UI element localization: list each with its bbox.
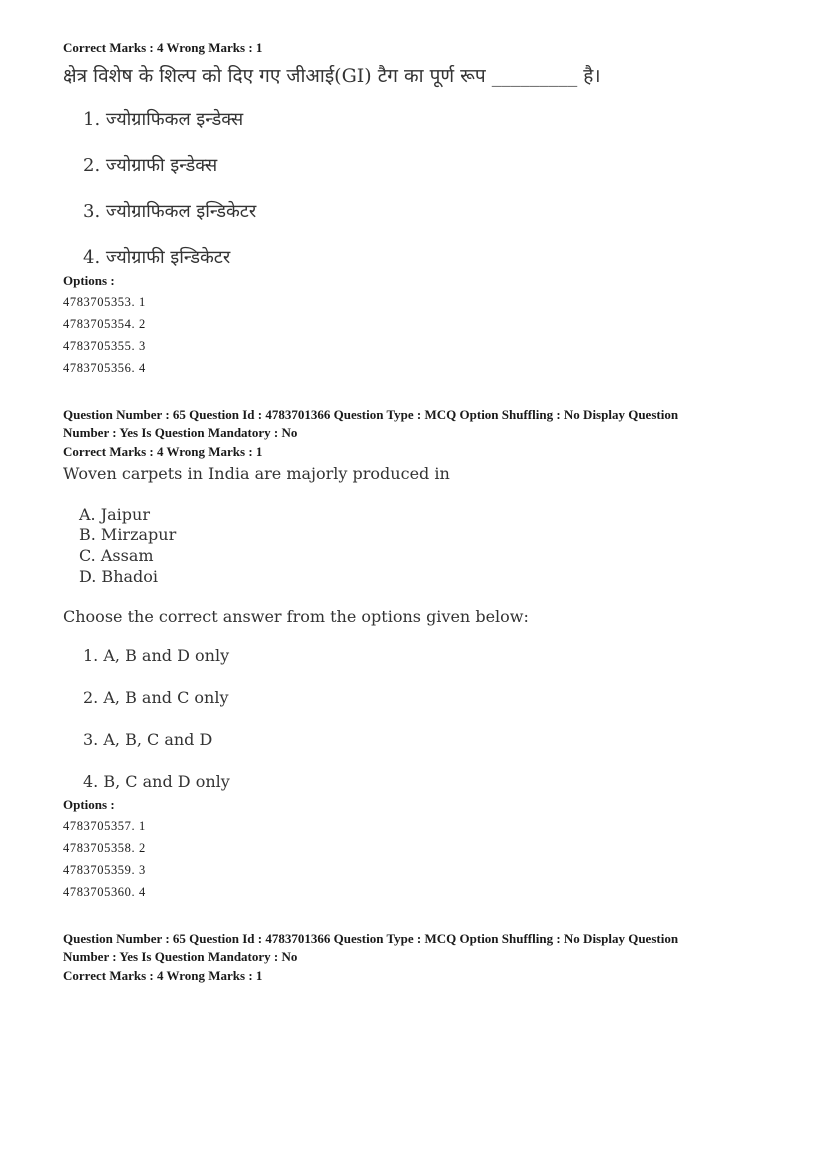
q65-statement-d: D. Bhadoi [79,567,159,586]
q64-question-text: क्षेत्र विशेष के शिल्प को दिए गए जीआई(GI) टैग का पूर्ण रूप _________ है। [63,65,601,87]
q65b-marks: Correct Marks : 4 Wrong Marks : 1 [63,968,263,983]
q65-option-id-1: 4783705357. 1 [63,819,146,833]
q65-header-line1: Question Number : 65 Question Id : 4783701366 Question Type : MCQ Option Shuffling : No Display Question [63,407,679,422]
q64-marks: Correct Marks : 4 Wrong Marks : 1 [63,40,263,55]
q65-statement-b: B. Mirzapur [79,525,177,544]
q64-option-id-3: 4783705355. 3 [63,339,146,353]
q65-marks: Correct Marks : 4 Wrong Marks : 1 [63,444,263,459]
q64-option-id-4: 4783705356. 4 [63,361,146,375]
q65-header-line2: Number : Yes Is Question Mandatory : No [63,425,298,440]
q65b-header-line2: Number : Yes Is Question Mandatory : No [63,949,298,964]
q64-choice-1: 1. ज्योग्राफिकल इन्डेक्स [83,109,244,130]
q65-options-label: Options : [63,797,115,812]
q65-question-text: Woven carpets in India are majorly produced in [63,464,450,483]
q64-option-id-1: 4783705353. 1 [63,295,146,309]
q65-statement-c: C. Assam [79,546,154,565]
q64-choice-2: 2. ज्योग्राफी इन्डेक्स [83,155,218,176]
q65-choice-3: 3. A, B, C and D [83,730,213,749]
q65-instruction: Choose the correct answer from the options given below: [63,607,529,626]
q65-option-id-3: 4783705359. 3 [63,863,146,877]
q65-choice-1: 1. A, B and D only [83,646,230,665]
q65b-header-line1: Question Number : 65 Question Id : 4783701366 Question Type : MCQ Option Shuffling : No Display Question [63,931,679,946]
q64-choice-4: 4. ज्योग्राफी इन्डिकेटर [83,247,231,268]
q65-choice-4: 4. B, C and D only [83,772,230,791]
q65-choice-2: 2. A, B and C only [83,688,229,707]
q64-options-label: Options : [63,273,115,288]
q65-statement-a: A. Jaipur [79,505,150,524]
q65-option-id-2: 4783705358. 2 [63,841,146,855]
q65-option-id-4: 4783705360. 4 [63,885,146,899]
q64-choice-3: 3. ज्योग्राफिकल इन्डिकेटर [83,201,257,222]
q64-option-id-2: 4783705354. 2 [63,317,146,331]
